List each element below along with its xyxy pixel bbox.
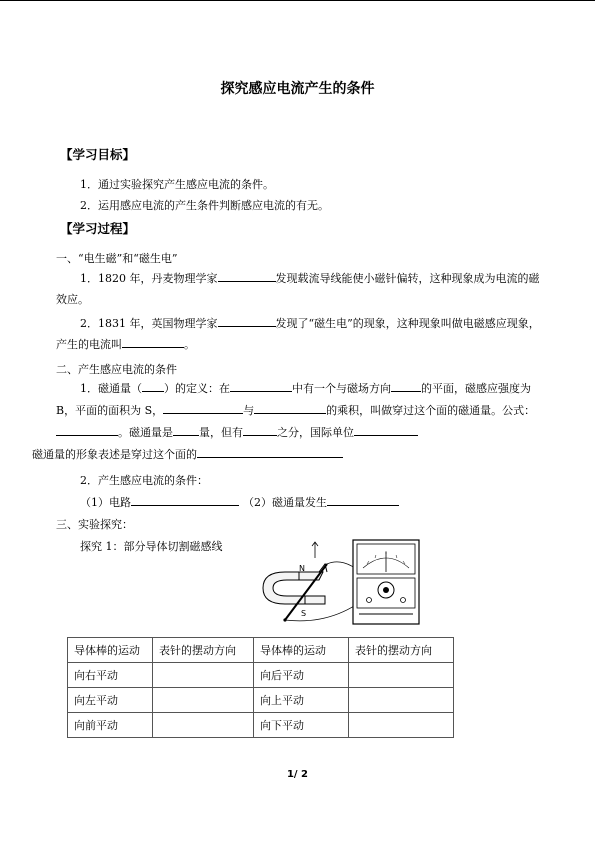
page-number: 1/ 2: [286, 769, 309, 780]
blank-factor-1: [163, 402, 243, 414]
paragraph-1820: 1．1820 年，丹麦物理学家 发现载流导线能使小磁针偏转，这种现象成为电流的磁效应。: [56, 272, 540, 306]
table-row: [68, 688, 454, 713]
blank-induced-current: [122, 336, 184, 348]
table-header: 表针的摆动方向: [349, 638, 454, 663]
blank-factor-2: [254, 402, 326, 414]
blank-direction: [391, 380, 421, 392]
section-3-title: 三、实验探究：: [56, 518, 133, 531]
galvanometer-icon: [353, 540, 419, 624]
magnet-south-label: S: [301, 609, 307, 618]
table-row: [68, 663, 454, 688]
blank-quantity-type: [173, 424, 199, 436]
table-cell: [153, 688, 254, 713]
table-cell: 向左平动: [68, 688, 153, 713]
blank-flux-change: [327, 494, 399, 506]
experiment-1-label: 探究 1：部分导体切割磁感线: [80, 540, 223, 553]
goals-heading: 【学习目标】: [60, 147, 136, 162]
blank-sign: [243, 424, 277, 436]
u-magnet-icon: [263, 564, 327, 604]
page-title: 探究感应电流产生的条件: [220, 81, 375, 97]
blank-circuit: [131, 494, 239, 506]
table-cell: 向下平动: [254, 713, 349, 738]
table-cell: 向上平动: [254, 688, 349, 713]
blank-image-description: [197, 446, 343, 458]
section-1-title: 一、“电生磁”和“磁生电”: [56, 252, 178, 265]
experiment-table: [67, 637, 454, 738]
table-row: [68, 713, 454, 738]
process-heading: 【学习过程】: [60, 221, 136, 236]
blank-flux-symbol: [142, 380, 164, 392]
table-cell: [153, 713, 254, 738]
condition-heading: 2．产生感应电流的条件：: [80, 474, 208, 487]
table-cell: 向右平动: [68, 663, 153, 688]
table-header: 导体棒的运动: [254, 638, 349, 663]
table-cell: [153, 663, 254, 688]
experiment-figure: [255, 534, 425, 626]
top-rule: [0, 0, 595, 1]
table-cell: [349, 688, 454, 713]
blank-field-type: [230, 380, 292, 392]
table-header-row: [68, 638, 454, 663]
blank-unit: [354, 424, 418, 436]
table-cell: 向后平动: [254, 663, 349, 688]
magnet-north-label: N: [299, 564, 305, 573]
table-cell: [349, 713, 454, 738]
table-cell: [349, 663, 454, 688]
table-header: 导体棒的运动: [68, 638, 153, 663]
blank-formula: [56, 424, 118, 436]
table-header: 表针的摆动方向: [153, 638, 254, 663]
blank-physicist-1820: [218, 270, 276, 282]
paragraph-flux-definition: 1．磁通量（ ）的定义：在 中有一个与磁场方向 的平面，磁感应强度为 B，平面的面积为 S， 与 的乘积，叫做穿过这个面的磁通量。公式：。磁通量是 量，但有 之分，国际单位 磁通量的形象表述是穿过这个面的: [32, 382, 536, 461]
table-cell: 向前平动: [68, 713, 153, 738]
motion-arrow-icon: [312, 542, 318, 558]
blank-physicist-1831: [218, 315, 276, 327]
section-2-title: 二、产生感应电流的条件: [56, 363, 177, 376]
goal-item-1: 1．通过实验探究产生感应电流的条件。: [80, 178, 274, 191]
paragraph-1831: 2．1831 年，英国物理学家 发现了“磁生电”的现象，这种现象叫做电磁感应现象，产生的电流叫 。: [56, 317, 540, 351]
goal-item-2: 2．运用感应电流的产生条件判断感应电流的有无。: [80, 199, 329, 212]
condition-line: （1）电路 （2）磁通量发生: [80, 494, 399, 510]
